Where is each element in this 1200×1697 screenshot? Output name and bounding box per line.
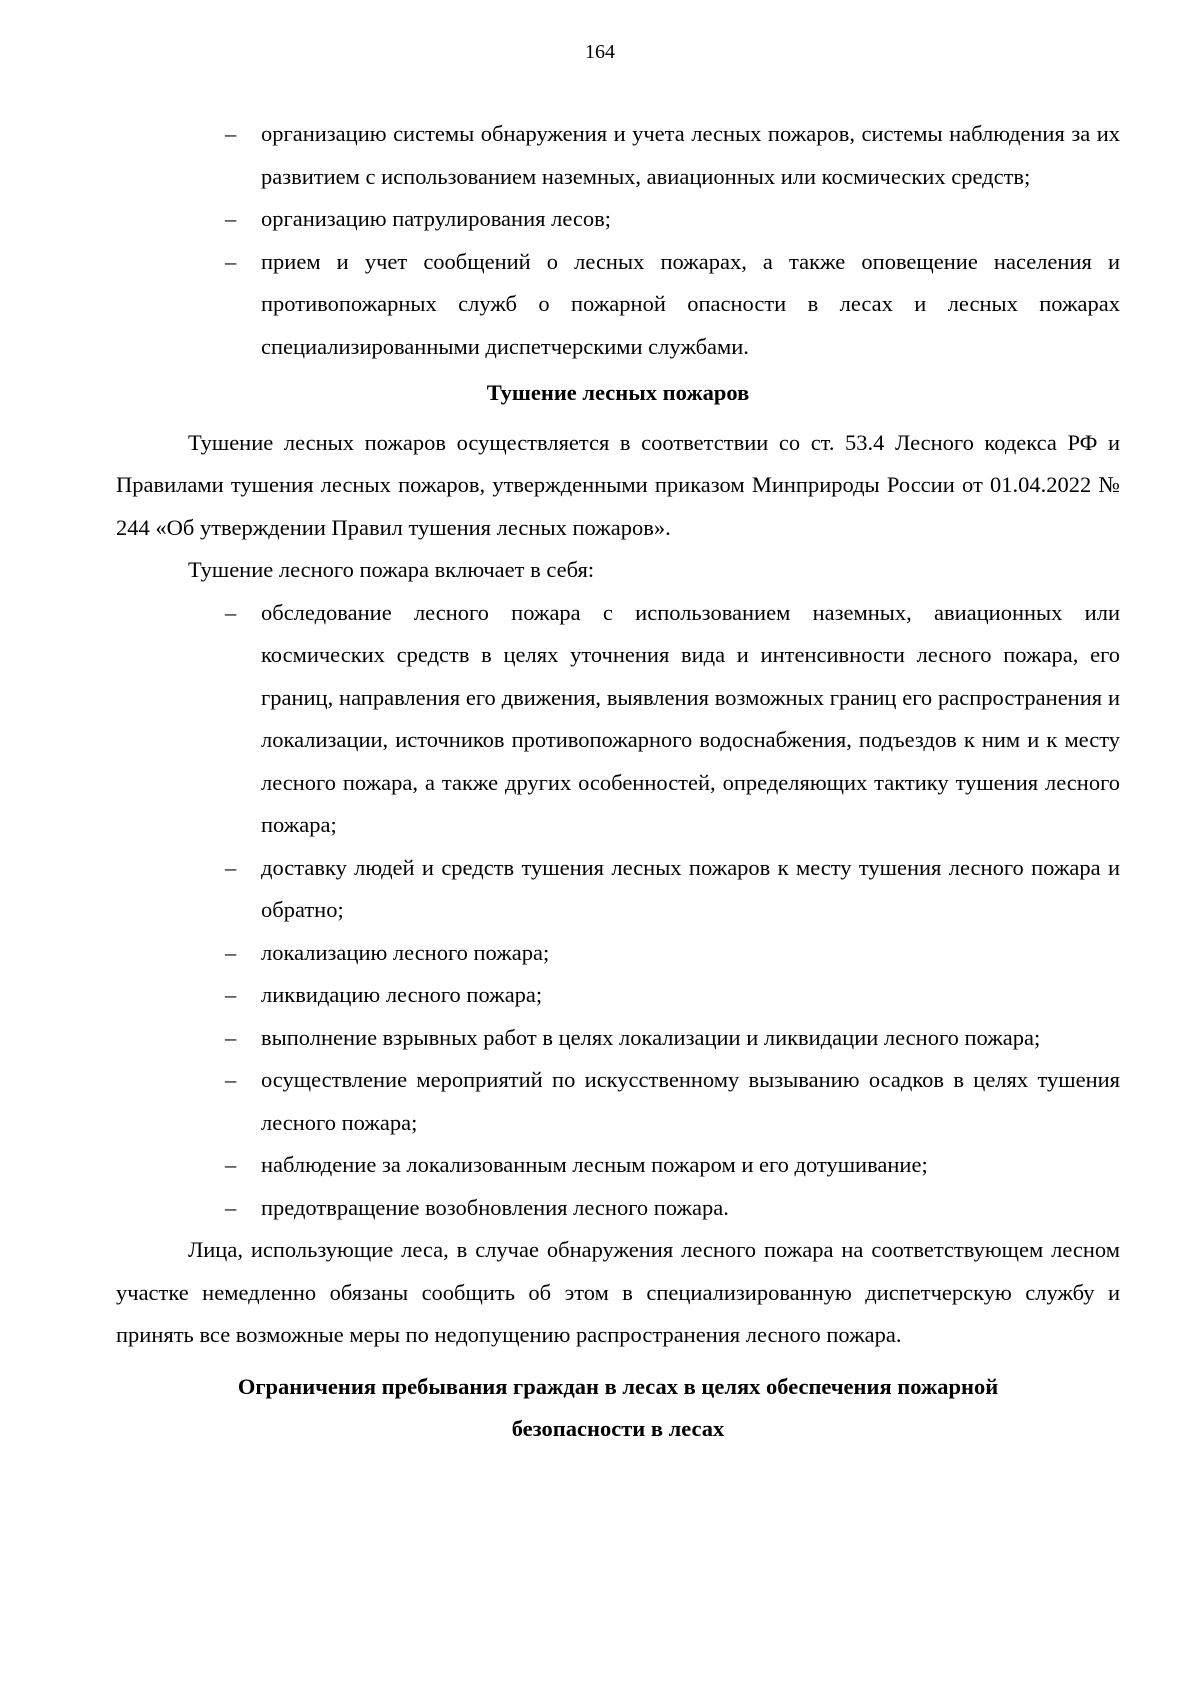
list-item-text: обследование лесного пожара с использованием наземных, авиационных или космических средств в целях уточнения вида и интенсивности лесного пожара, его границ, направления его движения, выявления возможных границ его распространения и локализации, источников противопожарного водоснабжения, подъездов к ним и к месту лесного пожара, а также других особенностей, определяющих тактику тушения лесного пожара; <box>261 599 1120 837</box>
list-dash: – <box>225 1152 237 1177</box>
paragraph-legal-basis: Тушение лесных пожаров осуществляется в соответствии со ст. 53.4 Лесного кодекса РФ и Правилами тушения лесных пожаров, утвержденными приказом Минприроды России от 01.04.2022 № 244 «Об утверждении Правил тушения лесных пожаров». <box>116 429 1120 540</box>
list-dash: – <box>225 206 237 231</box>
list-item <box>225 1144 1120 1187</box>
list-item <box>225 1059 1120 1144</box>
list-item-text: локализацию лесного пожара; <box>261 939 550 965</box>
list-item-text: организацию системы обнаружения и учета лесных пожаров, системы наблюдения за их развитием с использованием наземных, авиационных или космических средств; <box>261 121 1120 189</box>
list-dash: – <box>225 599 237 625</box>
list-item <box>225 113 1120 198</box>
list-item <box>225 198 1120 241</box>
list-dash: – <box>225 121 237 146</box>
list-dash: – <box>225 854 237 880</box>
paragraph-includes: Тушение лесного пожара включает в себя: <box>188 557 595 582</box>
list-item-text: выполнение взрывных работ в целях локализации и ликвидации лесного пожара; <box>261 1024 1041 1050</box>
fire-detection-list <box>116 113 1120 368</box>
list-item <box>225 592 1120 847</box>
page-content <box>116 113 1120 1451</box>
section-heading-fire-extinguishing: Тушение лесных пожаров <box>486 380 750 405</box>
list-dash: – <box>225 1067 237 1092</box>
list-dash: – <box>225 939 237 965</box>
section-heading-restrictions: Ограничения пребывания граждан в лесах в целях обеспечения пожарной безопасности в лесах <box>237 1373 999 1441</box>
list-item-text: организацию патрулирования лесов; <box>261 206 611 231</box>
list-item-text: осуществление мероприятий по искусственному вызыванию осадков в целях тушения лесного пожара; <box>261 1067 1120 1135</box>
list-dash: – <box>225 248 237 274</box>
fire-extinguishing-list <box>116 592 1120 1230</box>
list-item-text: предотвращение возобновления лесного пожара. <box>261 1194 729 1220</box>
list-item-text: ликвидацию лесного пожара; <box>261 982 543 1007</box>
list-item-text: наблюдение за локализованным лесным пожаром и его дотушивание; <box>261 1152 928 1177</box>
list-dash: – <box>225 1194 237 1220</box>
list-item <box>225 1017 1120 1060</box>
list-item <box>225 847 1120 932</box>
list-item <box>225 974 1120 1017</box>
paragraph-forest-users-duty: Лица, использующие леса, в случае обнаружения лесного пожара на соответствующем лесном участке немедленно обязаны сообщить об этом в специализированную диспетчерскую службу и принять все возможные меры по недопущению распространения лесного пожара. <box>116 1237 1120 1347</box>
page-number: 164 <box>585 41 615 63</box>
list-item-text: прием и учет сообщений о лесных пожарах, а также оповещение населения и противопожарных служб о пожарной опасности в лесах и лесных пожарах специализированными диспетчерскими службами. <box>261 248 1120 359</box>
list-item <box>225 241 1120 369</box>
list-dash: – <box>225 1024 237 1050</box>
list-dash: – <box>225 982 237 1007</box>
list-item-text: доставку людей и средств тушения лесных пожаров к месту тушения лесного пожара и обратно; <box>261 854 1120 922</box>
list-item <box>225 932 1120 975</box>
list-item <box>225 1187 1120 1230</box>
